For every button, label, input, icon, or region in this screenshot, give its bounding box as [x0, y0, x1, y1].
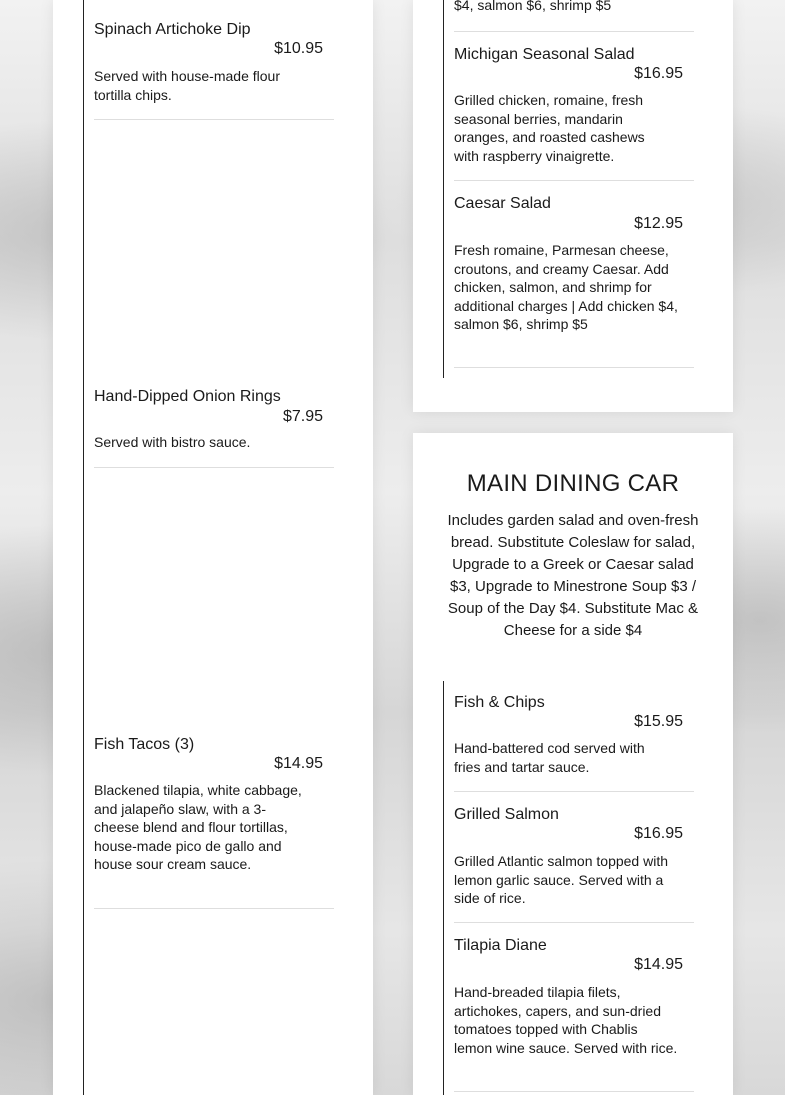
- item-description: Blackened tilapia, white cabbage, and jalapeño slaw, with a 3-cheese blend and flour tortillas, house-made pico de gallo and house sour cream sauce.: [94, 782, 302, 873]
- item-divider: [94, 119, 334, 120]
- item-divider: [454, 1091, 694, 1092]
- item-divider: [454, 31, 694, 32]
- item-description: Grilled chicken, romaine, fresh seasonal berries, mandarin oranges, and roasted cashews with raspberry vinaigrette.: [454, 92, 645, 164]
- item-price: $14.95: [634, 956, 683, 973]
- item-name: Fish Tacos (3): [94, 736, 195, 753]
- item-divider: [94, 467, 334, 468]
- item-price: $15.95: [634, 713, 683, 730]
- item-description: Fresh romaine, Parmesan cheese, croutons, and creamy Caesar. Add chicken, salmon, and shrimp for additional charges | Add chicken $4, salmon $6, shrimp $5: [454, 242, 678, 333]
- item-name: Grilled Salmon: [454, 806, 559, 823]
- main-dining-column-divider: [443, 681, 444, 1095]
- item-name: Hand-Dipped Onion Rings: [94, 388, 281, 405]
- item-price: $7.95: [282, 408, 323, 425]
- item-price: $10.95: [274, 40, 323, 57]
- item-divider: [94, 908, 334, 909]
- item-description-continued: $4, salmon $6, shrimp $5: [454, 0, 612, 13]
- item-price: $16.95: [634, 65, 683, 82]
- salads-column-divider: [443, 0, 444, 378]
- item-price: $16.95: [634, 825, 683, 842]
- item-description: Served with house-made flour tortilla chips.: [94, 68, 280, 103]
- section-title: MAIN DINING CAR: [466, 470, 680, 497]
- item-divider: [454, 922, 694, 923]
- item-name: Fish & Chips: [454, 694, 545, 711]
- left-column-divider: [83, 0, 84, 1095]
- item-price: $12.95: [634, 215, 683, 232]
- left-menu-panel: [53, 0, 373, 1095]
- item-divider: [454, 367, 694, 368]
- section-note: Includes garden salad and oven-fresh bread. Substitute Coleslaw for salad, Upgrade to a Greek or Caesar salad $3, Upgrade to Minestrone Soup $3 / Soup of the Day $4. Substitute Mac & Cheese for a side $4: [447, 512, 699, 639]
- item-name: Caesar Salad: [454, 195, 551, 212]
- item-name: Spinach Artichoke Dip: [94, 21, 251, 38]
- item-description: Hand-battered cod served with fries and tartar sauce.: [454, 740, 645, 775]
- item-name: Michigan Seasonal Salad: [454, 46, 635, 63]
- item-divider: [454, 791, 694, 792]
- item-price: $14.95: [274, 755, 323, 772]
- item-name: Tilapia Diane: [454, 937, 547, 954]
- item-divider: [454, 180, 694, 181]
- item-description: Hand-breaded tilapia filets, artichokes, capers, and sun-dried tomatoes topped with Chablis lemon wine sauce. Served with rice.: [454, 984, 678, 1056]
- item-description: Served with bistro sauce.: [94, 434, 251, 450]
- item-description: Grilled Atlantic salmon topped with lemon garlic sauce. Served with a side of rice.: [454, 853, 668, 907]
